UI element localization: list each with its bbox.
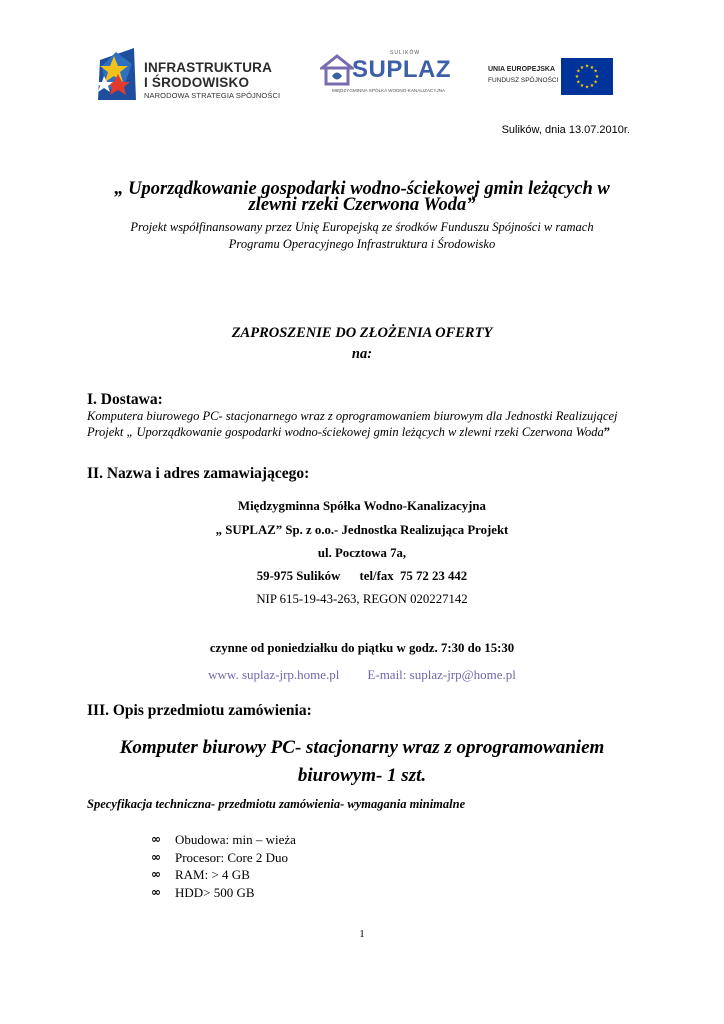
invitation-line2: na: <box>351 346 373 362</box>
section-1-quote: ” <box>603 425 610 439</box>
city-phone: 59-975 Sulików tel/fax 75 72 23 442 <box>256 569 468 583</box>
section-1-heading: I. Dostawa: <box>87 391 163 408</box>
svg-text:★: ★ <box>584 63 590 70</box>
list-item <box>151 831 296 849</box>
website-link[interactable]: www. suplaz-jrp.home.pl <box>208 667 340 682</box>
bullet-icon: ∞ <box>151 867 161 881</box>
logo-town: SULIKÓW <box>390 50 421 56</box>
spec-heading: Specyfikacja techniczna- przedmiotu zamówienia- wymagania minimalne <box>87 797 466 811</box>
section-3-heading: III. Opis przedmiotu zamówienia: <box>87 702 312 719</box>
bullet-icon: ∞ <box>151 884 161 899</box>
svg-text:★: ★ <box>594 74 600 80</box>
eu-flag-icon <box>561 58 613 95</box>
logo-tagline: MIĘDZYGMINNA SPÓŁKA WODNO-KANALIZACYJNA <box>332 88 446 93</box>
company-name: Międzygminna Spółka Wodno-Kanalizacyjna <box>238 499 486 513</box>
list-item <box>151 884 296 902</box>
invitation-line1: ZAPROSZENIE DO ZŁOŻENIA OFERTY <box>231 325 493 341</box>
project-title: „ Uporządkowanie gospodarki wodno-ściekowej gmin leżących w zlewni rzeki Czerwona Woda” <box>114 179 610 215</box>
logo-name: SUPLAZ <box>352 56 451 83</box>
list-item <box>151 866 296 884</box>
infrastruktura-logo <box>96 46 296 108</box>
svg-text:★: ★ <box>579 64 585 71</box>
list-item-text: Obudowa: min – wieża <box>175 832 296 847</box>
street-address: ul. Pocztowa 7a, <box>317 546 407 560</box>
bullet-icon: ∞ <box>151 832 161 846</box>
eu-logo <box>488 58 618 96</box>
project-subtitle <box>0 219 724 253</box>
star-emblem-icon <box>96 46 138 102</box>
invitation-heading <box>0 323 724 365</box>
order-title-line1: Komputer biurowy PC- stacjonarny wraz z oprogramowaniem <box>119 737 605 758</box>
svg-text:★: ★ <box>584 84 590 91</box>
order-title-line2: biurowym- 1 szt. <box>297 765 427 786</box>
logo-line2: I ŚRODOWISKO <box>144 75 250 90</box>
bullet-icon: ∞ <box>151 849 161 864</box>
svg-text:★: ★ <box>589 64 595 71</box>
email-link[interactable]: E-mail: suplaz-jrp@home.pl <box>367 667 516 682</box>
section-2-heading: II. Nazwa i adres zamawiającego: <box>87 465 310 482</box>
logo-line3: NARODOWA STRATEGIA SPÓJNOŚCI <box>144 91 281 100</box>
subtitle-line1: Projekt współfinansowany przez Unię Europejską ze środków Funduszu Spójności w ramach <box>130 220 594 234</box>
house-icon <box>320 54 354 86</box>
address-block <box>0 498 724 607</box>
document-date: Sulików, dnia 13.07.2010r. <box>501 124 630 136</box>
svg-text:★: ★ <box>589 83 595 89</box>
svg-text:★: ★ <box>574 74 580 80</box>
svg-text:★: ★ <box>579 83 585 89</box>
svg-text:★: ★ <box>593 79 598 86</box>
company-unit: „ SUPLAZ” Sp. z o.o.- Jednostka Realizująca Projekt <box>215 523 509 537</box>
suplaz-logo <box>320 50 451 100</box>
svg-text:★: ★ <box>576 79 581 86</box>
svg-text:★: ★ <box>593 68 598 75</box>
order-title <box>0 734 724 790</box>
list-item-text: RAM: > 4 GB <box>175 867 250 882</box>
tax-ids: NIP 615-19-43-263, REGON 020227142 <box>256 592 468 606</box>
eu-line2: FUNDUSZ SPÓJNOŚCI <box>488 77 559 84</box>
section-1-body <box>87 408 647 440</box>
page-number: 1 <box>359 928 365 940</box>
section-1-text: Komputera biurowego PC- stacjonarnego wraz z oprogramowaniem biurowym dla Jednostki Realizującej Projekt „ Uporządkowanie gospodarki wodno-ściekowej gmin leżących w zlewni rzeki Czerwona Woda <box>87 409 618 439</box>
office-hours: czynne od poniedziałku do piątku w godz. 7:30 do 15:30 <box>209 641 515 655</box>
list-item <box>151 849 296 867</box>
svg-text:★: ★ <box>576 68 581 75</box>
logo-line1: INFRASTRUKTURA <box>144 60 273 75</box>
contact-links <box>0 666 724 684</box>
list-item-text: HDD> 500 GB <box>175 884 255 900</box>
spec-list <box>151 831 296 901</box>
list-item-text: Procesor: Core 2 Duo <box>175 849 289 865</box>
eu-line1: UNIA EUROPEJSKA <box>488 66 556 73</box>
subtitle-line2: Programu Operacyjnego Infrastruktura i Środowisko <box>228 237 496 251</box>
